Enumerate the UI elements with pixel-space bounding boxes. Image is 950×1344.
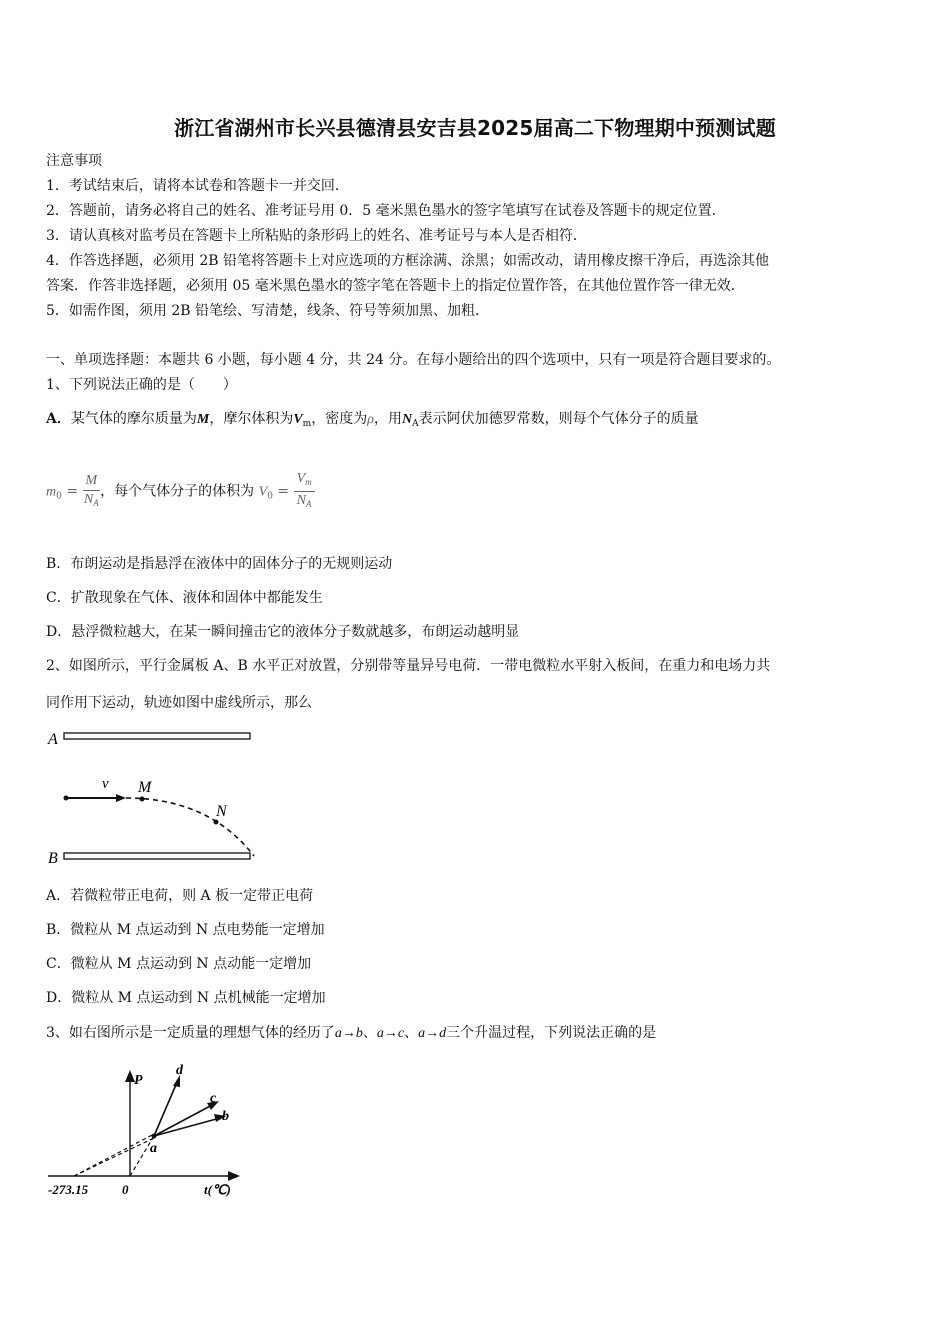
- pressure-temperature-figure: [44, 1058, 254, 1204]
- formula-fraction-volume: [294, 470, 315, 513]
- question-1-option-b: B．布朗运动是指悬浮在液体中的固体分子的无规则运动: [46, 556, 393, 572]
- symbol-N: N: [401, 412, 413, 427]
- symbol-rho: ρ: [367, 412, 374, 427]
- t-axis-arrow-icon: [228, 1171, 240, 1181]
- fraction-numerator: V: [296, 471, 306, 486]
- trajectory-path: [126, 798, 254, 856]
- question-1-option-a: [46, 410, 699, 433]
- question-2-stem: 同作用下运动，轨迹如图中虚线所示，那么: [46, 695, 312, 711]
- plate-b-label: B: [48, 850, 58, 867]
- formula-sub: A: [306, 499, 312, 509]
- question-1-formula-line: [46, 470, 315, 515]
- symbol-sub: A: [412, 419, 419, 429]
- point-m: [140, 797, 145, 802]
- question-3-stem: [46, 1024, 656, 1043]
- point-n: [214, 820, 219, 825]
- point-c-label: c: [210, 1091, 217, 1106]
- fraction-denominator: N: [296, 493, 307, 508]
- formula-sub: A: [93, 497, 99, 508]
- notice-item: 1．考试结束后，请将本试卷和答题卡一并交回．: [46, 178, 349, 194]
- symbol-M: M: [196, 412, 210, 427]
- question-2-option-a: A．若微粒带正电荷，则 A 板一定带正电荷: [46, 888, 314, 904]
- t-axis-label: t(℃): [204, 1182, 231, 1197]
- question-2-stem: 2、如图所示，平行金属板 A、B 水平正对放置，分别带等量异号电荷．一带电微粒水平射入板间，在重力和电场力共: [46, 658, 771, 674]
- process-line-d: [154, 1080, 178, 1136]
- formula-sub: 0: [267, 491, 273, 502]
- velocity-label: v: [102, 776, 109, 792]
- section-heading: 一、单项选择题：本题共 6 小题，每小题 4 分，共 24 分。在每小题给出的四个选项中，只有一项是符合题目要求的。: [46, 352, 781, 368]
- point-b-label: b: [222, 1109, 229, 1124]
- point-d-label: d: [176, 1063, 183, 1078]
- origin-label: 0: [122, 1182, 129, 1197]
- plate-b: [64, 853, 250, 859]
- fraction-numerator: M: [83, 472, 101, 491]
- process-ad: a→d: [418, 1026, 447, 1041]
- fraction-denominator: N: [83, 491, 94, 507]
- stem-separator: 、: [362, 1025, 377, 1041]
- question-2-option-c: C．微粒从 M 点运动到 N 点动能一定增加: [46, 956, 312, 972]
- formula-equals: =: [66, 483, 79, 500]
- symbol-sub: m: [302, 419, 312, 429]
- question-2-option-b: B．微粒从 M 点运动到 N 点电势能一定增加: [46, 922, 325, 938]
- process-line-b: [154, 1118, 220, 1136]
- p-axis-label: P: [134, 1073, 143, 1088]
- stem-separator: 、: [404, 1025, 419, 1041]
- option-text: ，摩尔体积为: [209, 411, 294, 427]
- point-a-label: a: [150, 1141, 157, 1156]
- point-a: [152, 1134, 157, 1139]
- formula-symbol: m: [46, 484, 57, 500]
- plate-a: [64, 733, 250, 739]
- question-1-option-c: C．扩散现象在气体、液体和固体中都能发生: [46, 590, 323, 606]
- velocity-arrow-icon: [116, 794, 126, 802]
- process-ab: a→b: [334, 1026, 363, 1041]
- notice-heading: 注意事项: [46, 153, 102, 169]
- option-text: ，用: [373, 411, 402, 427]
- question-1-option-d: D．悬浮微粒越大，在某一瞬间撞击它的液体分子数就越多，布朗运动越明显: [46, 624, 520, 640]
- option-text: 表示阿伏加德罗常数，则每个气体分子的质量: [418, 411, 699, 427]
- question-2-option-d: D．微粒从 M 点运动到 N 点机械能一定增加: [46, 990, 326, 1006]
- notice-item: 5．如需作图，须用 2B 铅笔绘、写清楚，线条、符号等须加黑、加粗．: [46, 303, 490, 319]
- point-n-label: N: [216, 803, 227, 820]
- formula-fraction-mass: [83, 472, 101, 512]
- formula-text: ，每个气体分子的体积为: [100, 483, 255, 500]
- plate-a-label: A: [48, 731, 58, 748]
- stem-text: 三个升温过程，下列说法正确的是: [446, 1025, 657, 1041]
- formula-sub: m: [305, 477, 312, 487]
- page-title: 浙江省湖州市长兴县德清县安吉县2025届高二下物理期中预测试题: [174, 116, 776, 140]
- formula-equals: =: [277, 483, 290, 500]
- option-label: A．: [46, 411, 71, 427]
- process-ac: a→c: [376, 1026, 405, 1041]
- point-m-label: M: [138, 779, 152, 796]
- notice-item: 4．作答选择题，必须用 2B 铅笔将答题卡上对应选项的方框涂满、涂黑；如需改动，请用橡皮擦干净后，再选涂其他: [46, 253, 769, 269]
- absolute-zero-label: -273.15: [48, 1182, 89, 1197]
- notice-item: 答案．作答非选择题，必须用 05 毫米黑色墨水的签字笔在答题卡上的指定位置作答，在其他位置作答一律无效．: [46, 278, 745, 294]
- formula-sub: 0: [56, 491, 62, 502]
- stem-text: 3、如右图所示是一定质量的理想气体的经历了: [46, 1025, 335, 1041]
- parallel-plates-figure: [44, 724, 264, 872]
- notice-item: 3．请认真核对监考员在答题卡上所粘贴的条形码上的姓名、准考证号与本人是否相符．: [46, 228, 587, 244]
- option-text: 某气体的摩尔质量为: [70, 411, 197, 427]
- notice-item: 2．答题前，请务必将自己的姓名、准考证号用 0．5 毫米黑色墨水的签字笔填写在试卷及答题卡的规定位置．: [46, 203, 726, 219]
- process-line-c: [154, 1104, 214, 1136]
- question-1-stem: 1、下列说法正确的是（ ）: [46, 377, 237, 393]
- option-text: ，密度为: [311, 411, 368, 427]
- formula-symbol: V: [258, 484, 268, 500]
- entry-point: [64, 796, 69, 801]
- symbol-V: V: [293, 412, 303, 427]
